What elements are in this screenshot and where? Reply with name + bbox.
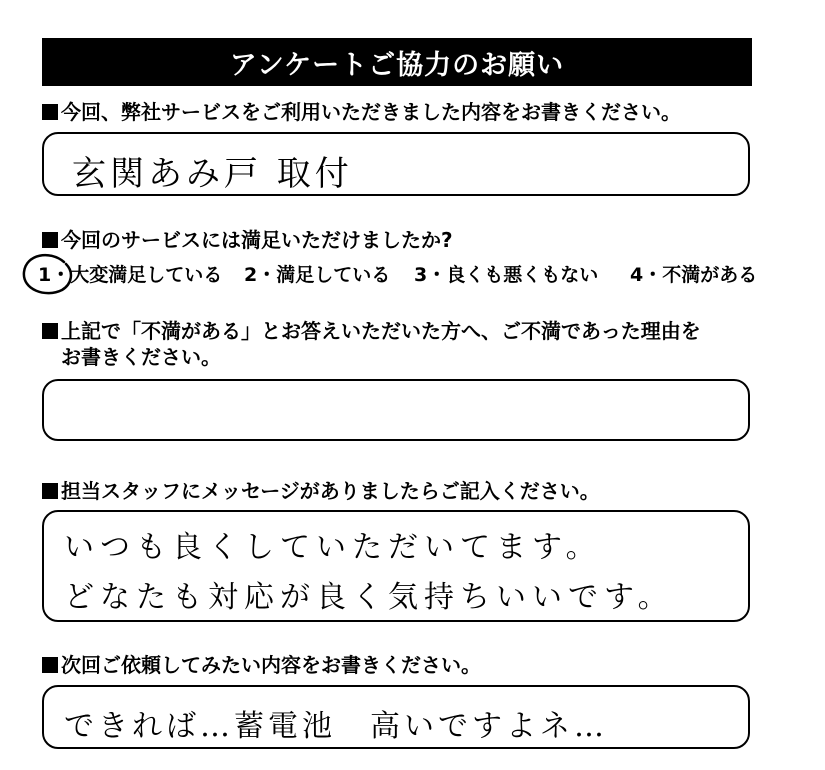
- question-1-answer-box[interactable]: [42, 132, 750, 196]
- question-3-label: 上記で「不満がある」とお答えいただいた方へ、ご不満であった理由を お書きください。: [42, 318, 701, 370]
- square-bullet-icon: [42, 232, 58, 248]
- square-bullet-icon: [42, 483, 58, 499]
- question-5-answer-box[interactable]: [42, 685, 750, 749]
- satisfaction-options: [38, 260, 758, 286]
- square-bullet-icon: [42, 323, 58, 339]
- question-4-answer-line-1: いつも良くしていただいてます。: [64, 530, 602, 565]
- question-5-answer: できれば…蓄電池 高いですよネ…: [64, 709, 608, 744]
- question-4-label: 担当スタッフにメッセージがありましたらご記入ください。: [42, 478, 600, 504]
- option-dissatisfied[interactable]: 4・不満がある: [630, 264, 758, 286]
- question-3-answer-box[interactable]: [42, 379, 750, 441]
- question-4-answer-box[interactable]: [42, 510, 750, 622]
- option-neutral[interactable]: 3・良くも悪くもない: [414, 264, 599, 286]
- question-5-label: 次回ご依頼してみたい内容をお書きください。: [42, 652, 481, 678]
- square-bullet-icon: [42, 104, 58, 120]
- survey-title: アンケートご協力のお願い: [42, 38, 752, 86]
- square-bullet-icon: [42, 657, 58, 673]
- option-satisfied[interactable]: 2・満足している: [244, 264, 391, 286]
- question-1-label: 今回、弊社サービスをご利用いただきました内容をお書きください。: [42, 99, 681, 125]
- option-very-satisfied[interactable]: 1・大変満足している: [38, 264, 223, 286]
- question-2-label: 今回のサービスには満足いただけましたか?: [42, 227, 453, 253]
- question-1-answer: 玄関あみ戸 取付: [72, 154, 353, 194]
- selection-circle-icon: [20, 250, 78, 300]
- question-4-answer-line-2: どなたも対応が良く気持ちいいです。: [64, 580, 674, 615]
